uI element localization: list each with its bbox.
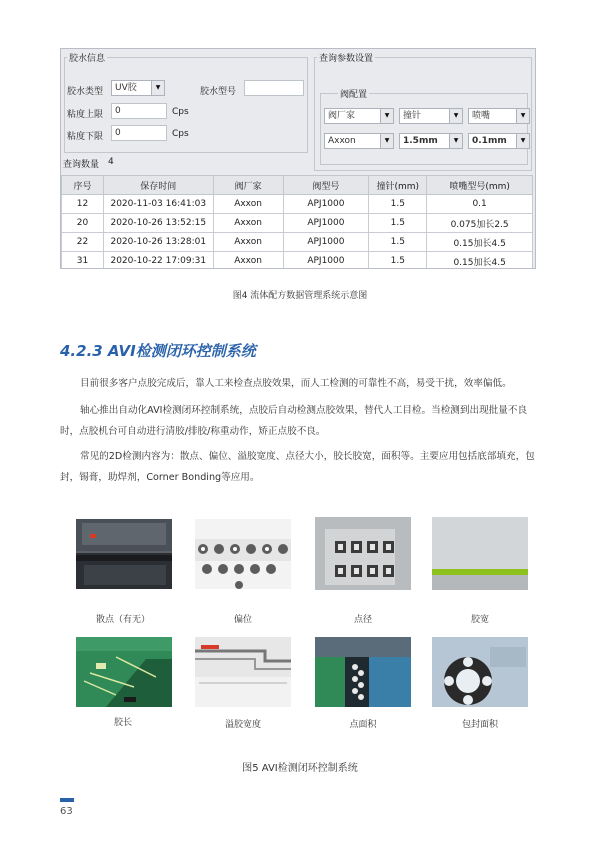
visc-upper-label: 粘度上限	[67, 110, 104, 120]
valve-config-title: 阀配置	[338, 87, 369, 100]
table-cell: 0.15加长4.5	[427, 252, 533, 270]
table-cell: 2020-10-22 17:09:31	[103, 252, 213, 270]
table-cell: APJ1000	[283, 233, 369, 252]
chevron-down-icon[interactable]: ▼	[151, 81, 164, 95]
table-cell: APJ1000	[283, 252, 369, 270]
footer-accent-bar	[60, 798, 74, 802]
table-row[interactable]	[62, 214, 533, 233]
glue-type-select[interactable]	[111, 80, 165, 96]
table-cell: 1.5	[369, 195, 427, 214]
needle-value-select[interactable]	[399, 133, 463, 149]
table-header-row	[62, 176, 533, 195]
fluid-recipe-panel	[60, 48, 536, 269]
col-header-save-time[interactable]: 保存时间	[103, 176, 213, 195]
needle-select[interactable]	[399, 108, 463, 124]
table-cell: 0.075加长2.5	[427, 214, 533, 233]
table-cell: 0.1	[427, 195, 533, 214]
needle-value: 1.5mm	[403, 136, 438, 146]
visc-lower-unit: Cps	[172, 129, 189, 139]
table-cell: Axxon	[213, 214, 283, 233]
section-paragraph-1: 目前很多客户点胶完成后，靠人工来检查点胶效果，而人工检测的可靠性不高，易受干扰，效率偏低。	[80, 378, 512, 389]
query-count-value: 4	[108, 157, 114, 167]
encapsulation-area-image	[432, 637, 528, 707]
overflow-width-image	[195, 637, 291, 707]
figure5-caption: 图5 AVI检测闭环控制系统	[242, 763, 358, 774]
encapsulation-area-label: 包封面积	[461, 720, 498, 730]
table-cell: 20	[62, 214, 104, 233]
col-header-needle[interactable]: 撞针(mm)	[369, 176, 427, 195]
table-cell: APJ1000	[283, 214, 369, 233]
valve-config-group	[320, 93, 528, 165]
table-cell: 2020-10-26 13:52:15	[103, 214, 213, 233]
glue-info-title: 胶水信息	[67, 51, 107, 64]
dot-area-image	[315, 637, 411, 707]
nozzle-value-select[interactable]	[468, 133, 530, 149]
glue-width-image	[432, 517, 528, 590]
glue-model-label: 胶水型号	[200, 87, 237, 97]
visc-upper-unit: Cps	[172, 107, 189, 117]
table-cell: 0.15加长4.5	[427, 233, 533, 252]
table-row[interactable]	[62, 252, 533, 270]
page-number: 63	[60, 806, 73, 817]
col-header-valve-model[interactable]: 阀型号	[283, 176, 369, 195]
table-cell: 2020-10-26 13:28:01	[103, 233, 213, 252]
query-params-title: 查询参数设置	[317, 51, 375, 64]
scatter-dots-label: 散点（有无）	[95, 615, 150, 625]
chevron-down-icon[interactable]: ▼	[516, 109, 529, 123]
dot-diameter-label: 点径	[353, 615, 372, 625]
chevron-down-icon[interactable]: ▼	[449, 134, 462, 148]
visc-lower-label: 粘度下限	[67, 132, 104, 142]
query-count-label: 查询数量	[63, 160, 100, 170]
glue-length-label: 胶长	[113, 718, 132, 728]
chevron-down-icon[interactable]: ▼	[449, 109, 462, 123]
section-paragraph-2: 轴心推出自动化AVI检测闭环控制系统，点胶后自动检测点胶效果，替代人工目检。当检测到出现批量不良时，点胶机台可自动进行清胶/排胶/称重动作，矫正点胶不良。	[60, 405, 528, 437]
table-row[interactable]	[62, 195, 533, 214]
table-cell: Axxon	[213, 252, 283, 270]
table-cell: Axxon	[213, 233, 283, 252]
needle-label: 撞针	[403, 111, 422, 121]
nozzle-label: 喷嘴	[472, 111, 491, 121]
chevron-down-icon[interactable]: ▼	[516, 134, 529, 148]
col-header-valve-maker[interactable]: 阀厂家	[213, 176, 283, 195]
table-cell: 31	[62, 252, 104, 270]
valve-maker-select[interactable]	[324, 108, 394, 124]
overflow-width-label: 溢胶宽度	[224, 720, 261, 730]
valve-maker-value: Axxon	[328, 136, 356, 146]
section-title: 4.2.3 AVI检测闭环控制系统	[60, 342, 256, 360]
glue-type-value: UV胶	[115, 83, 137, 93]
valve-maker-value-select[interactable]	[324, 133, 394, 149]
glue-model-field[interactable]	[244, 80, 304, 96]
table-cell: 1.5	[369, 252, 427, 270]
table-cell: 1.5	[369, 233, 427, 252]
valve-maker-label: 阀厂家	[328, 111, 356, 121]
glue-type-label: 胶水类型	[67, 87, 104, 97]
chevron-down-icon[interactable]: ▼	[380, 109, 393, 123]
col-header-nozzle-model[interactable]: 喷嘴型号(mm)	[427, 176, 533, 195]
table-cell: 22	[62, 233, 104, 252]
recipe-results-table	[61, 175, 533, 269]
table-cell: 2020-11-03 16:41:03	[103, 195, 213, 214]
offset-image	[195, 519, 291, 589]
dot-diameter-image	[315, 517, 411, 590]
glue-length-image	[76, 637, 172, 707]
table-cell: Axxon	[213, 195, 283, 214]
glue-width-label: 胶宽	[470, 615, 489, 625]
scatter-dots-image	[76, 519, 172, 589]
nozzle-select[interactable]	[468, 108, 530, 124]
col-header-index[interactable]: 序号	[62, 176, 104, 195]
figure4-caption: 图4 流体配方数据管理系统示意图	[232, 291, 368, 301]
dot-area-label: 点面积	[349, 720, 377, 730]
table-row[interactable]	[62, 233, 533, 252]
visc-lower-field[interactable]: 0	[111, 125, 167, 141]
table-cell: APJ1000	[283, 195, 369, 214]
section-paragraph-3: 常见的2D检测内容为：散点、偏位、溢胶宽度、点径大小，胶长胶宽，面积等。主要应用包括底部填充，包封，锡膏，助焊剂，Corner Bonding等应用。	[60, 451, 535, 483]
offset-label: 偏位	[233, 615, 252, 625]
table-cell: 1.5	[369, 214, 427, 233]
nozzle-value: 0.1mm	[472, 136, 507, 146]
table-cell: 12	[62, 195, 104, 214]
visc-upper-field[interactable]: 0	[111, 103, 167, 119]
chevron-down-icon[interactable]: ▼	[380, 134, 393, 148]
